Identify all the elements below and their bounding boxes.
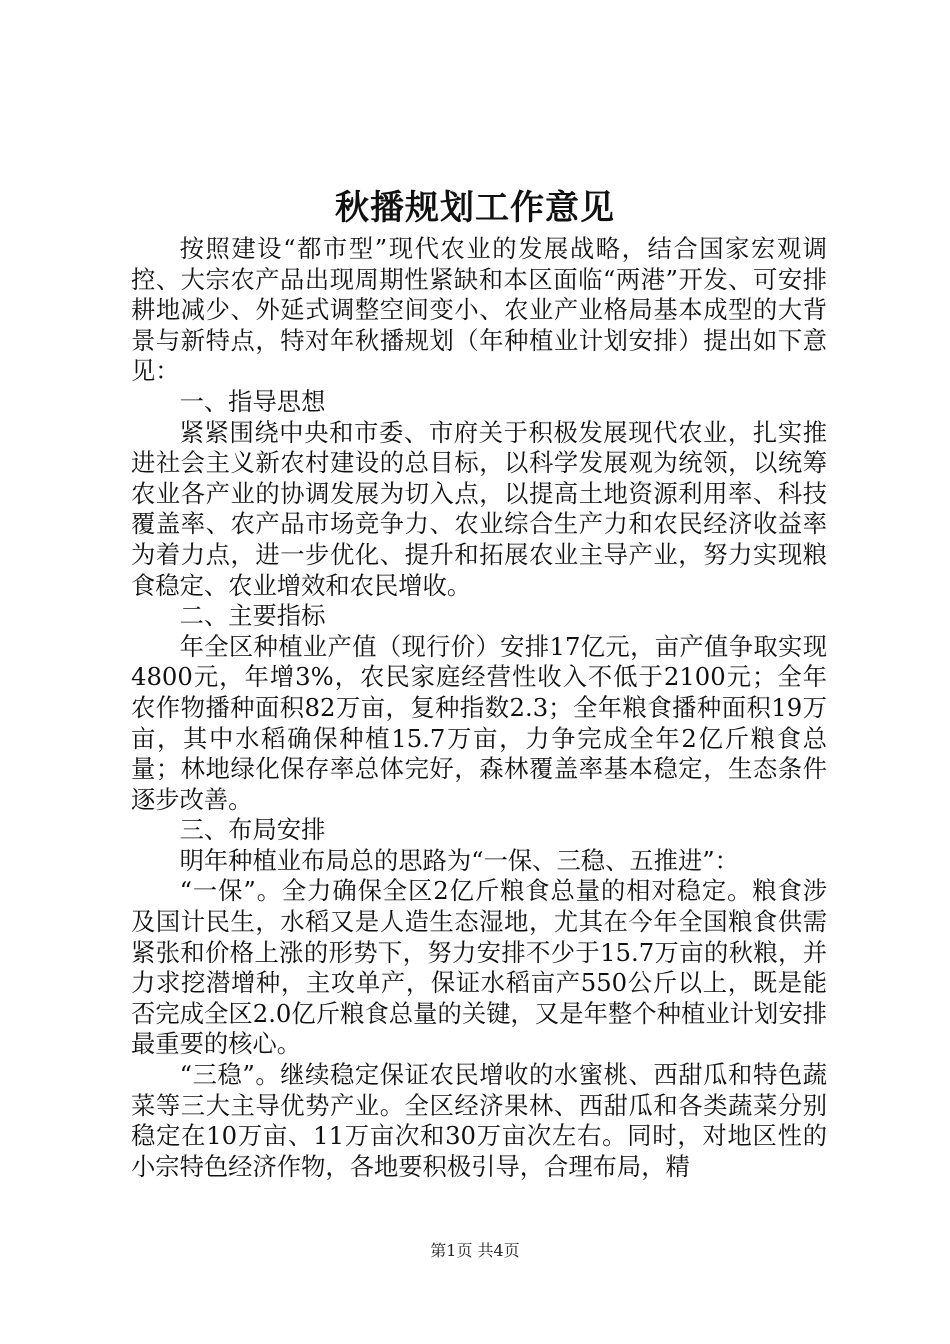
section-heading-guiding-ideology: 一、指导思想 [179, 386, 326, 416]
document-title: 秋播规划工作意见 [335, 188, 615, 228]
intro-paragraph: 按照建设“都市型”现代农业的发展战略，结合国家宏观调控、大宗农产品出现周期性紧缺和本区面临“两港”开发、可安排耕地减少、外延式调整空间变小、农业产业格局基本成型的大背景与新特点，特对年秋播规划（年种植业计划安排）提出如下意见： [131, 234, 827, 386]
guiding-ideology-paragraph: 紧紧围绕中央和市委、市府关于积极发展现代农业，扎实推进社会主义新农村建设的总目标，以科学发展观为统领，以统筹农业各产业的协调发展为切入点，以提高土地资源利用率、科技覆盖率、农产品市场竞争力、农业综合生产力和农民经济收益率为着力点，进一步优化、提升和拓展农业主导产业，努力实现粮食稳定、农业增效和农民增收。 [131, 417, 827, 600]
main-targets-paragraph: 年全区种植业产值（现行价）安排17亿元，亩产值争取实现4800元，年增3%，农民家庭经营性收入不低于2100元；全年农作物播种面积82万亩，复种指数2.3；全年粮食播种面积19万亩，其中水稻确保种植15.7万亩，力争完成全年2亿斤粮食总量；林地绿化保存率总体完好，森林覆盖率基本稳定，生态条件逐步改善。 [131, 631, 827, 814]
page-number-footer: 第1页 共4页 [430, 1241, 520, 1260]
document-body [131, 234, 827, 1182]
section-heading-layout-arrangement: 三、布局安排 [179, 815, 326, 845]
three-stabilize-paragraph: “三稳”。继续稳定保证农民增收的水蜜桃、西甜瓜和特色蔬菜等三大主导优势产业。全区经济果林、西甜瓜和各类蔬菜分别稳定在10万亩、11万亩次和30万亩次左右。同时，对地区性的小宗特色经济作物，各地要积极引导，合理布局，精 [131, 1060, 827, 1181]
section-heading-main-targets: 二、主要指标 [179, 601, 326, 631]
one-guarantee-paragraph: “一保”。全力确保全区2亿斤粮食总量的相对稳定。粮食涉及国计民生，水稻又是人造生态湿地，尤其在今年全国粮食供需紧张和价格上涨的形势下，努力安排不少于15.7万亩的秋粮，并力求挖潜增种，主攻单产，保证水稻亩产550公斤以上，既是能否完成全区2.0亿斤粮食总量的关键，又是年整个种植业计划安排最重要的核心。 [131, 876, 827, 1059]
layout-overview-paragraph: 明年种植业布局总的思路为“一保、三稳、五推进”： [179, 845, 739, 875]
